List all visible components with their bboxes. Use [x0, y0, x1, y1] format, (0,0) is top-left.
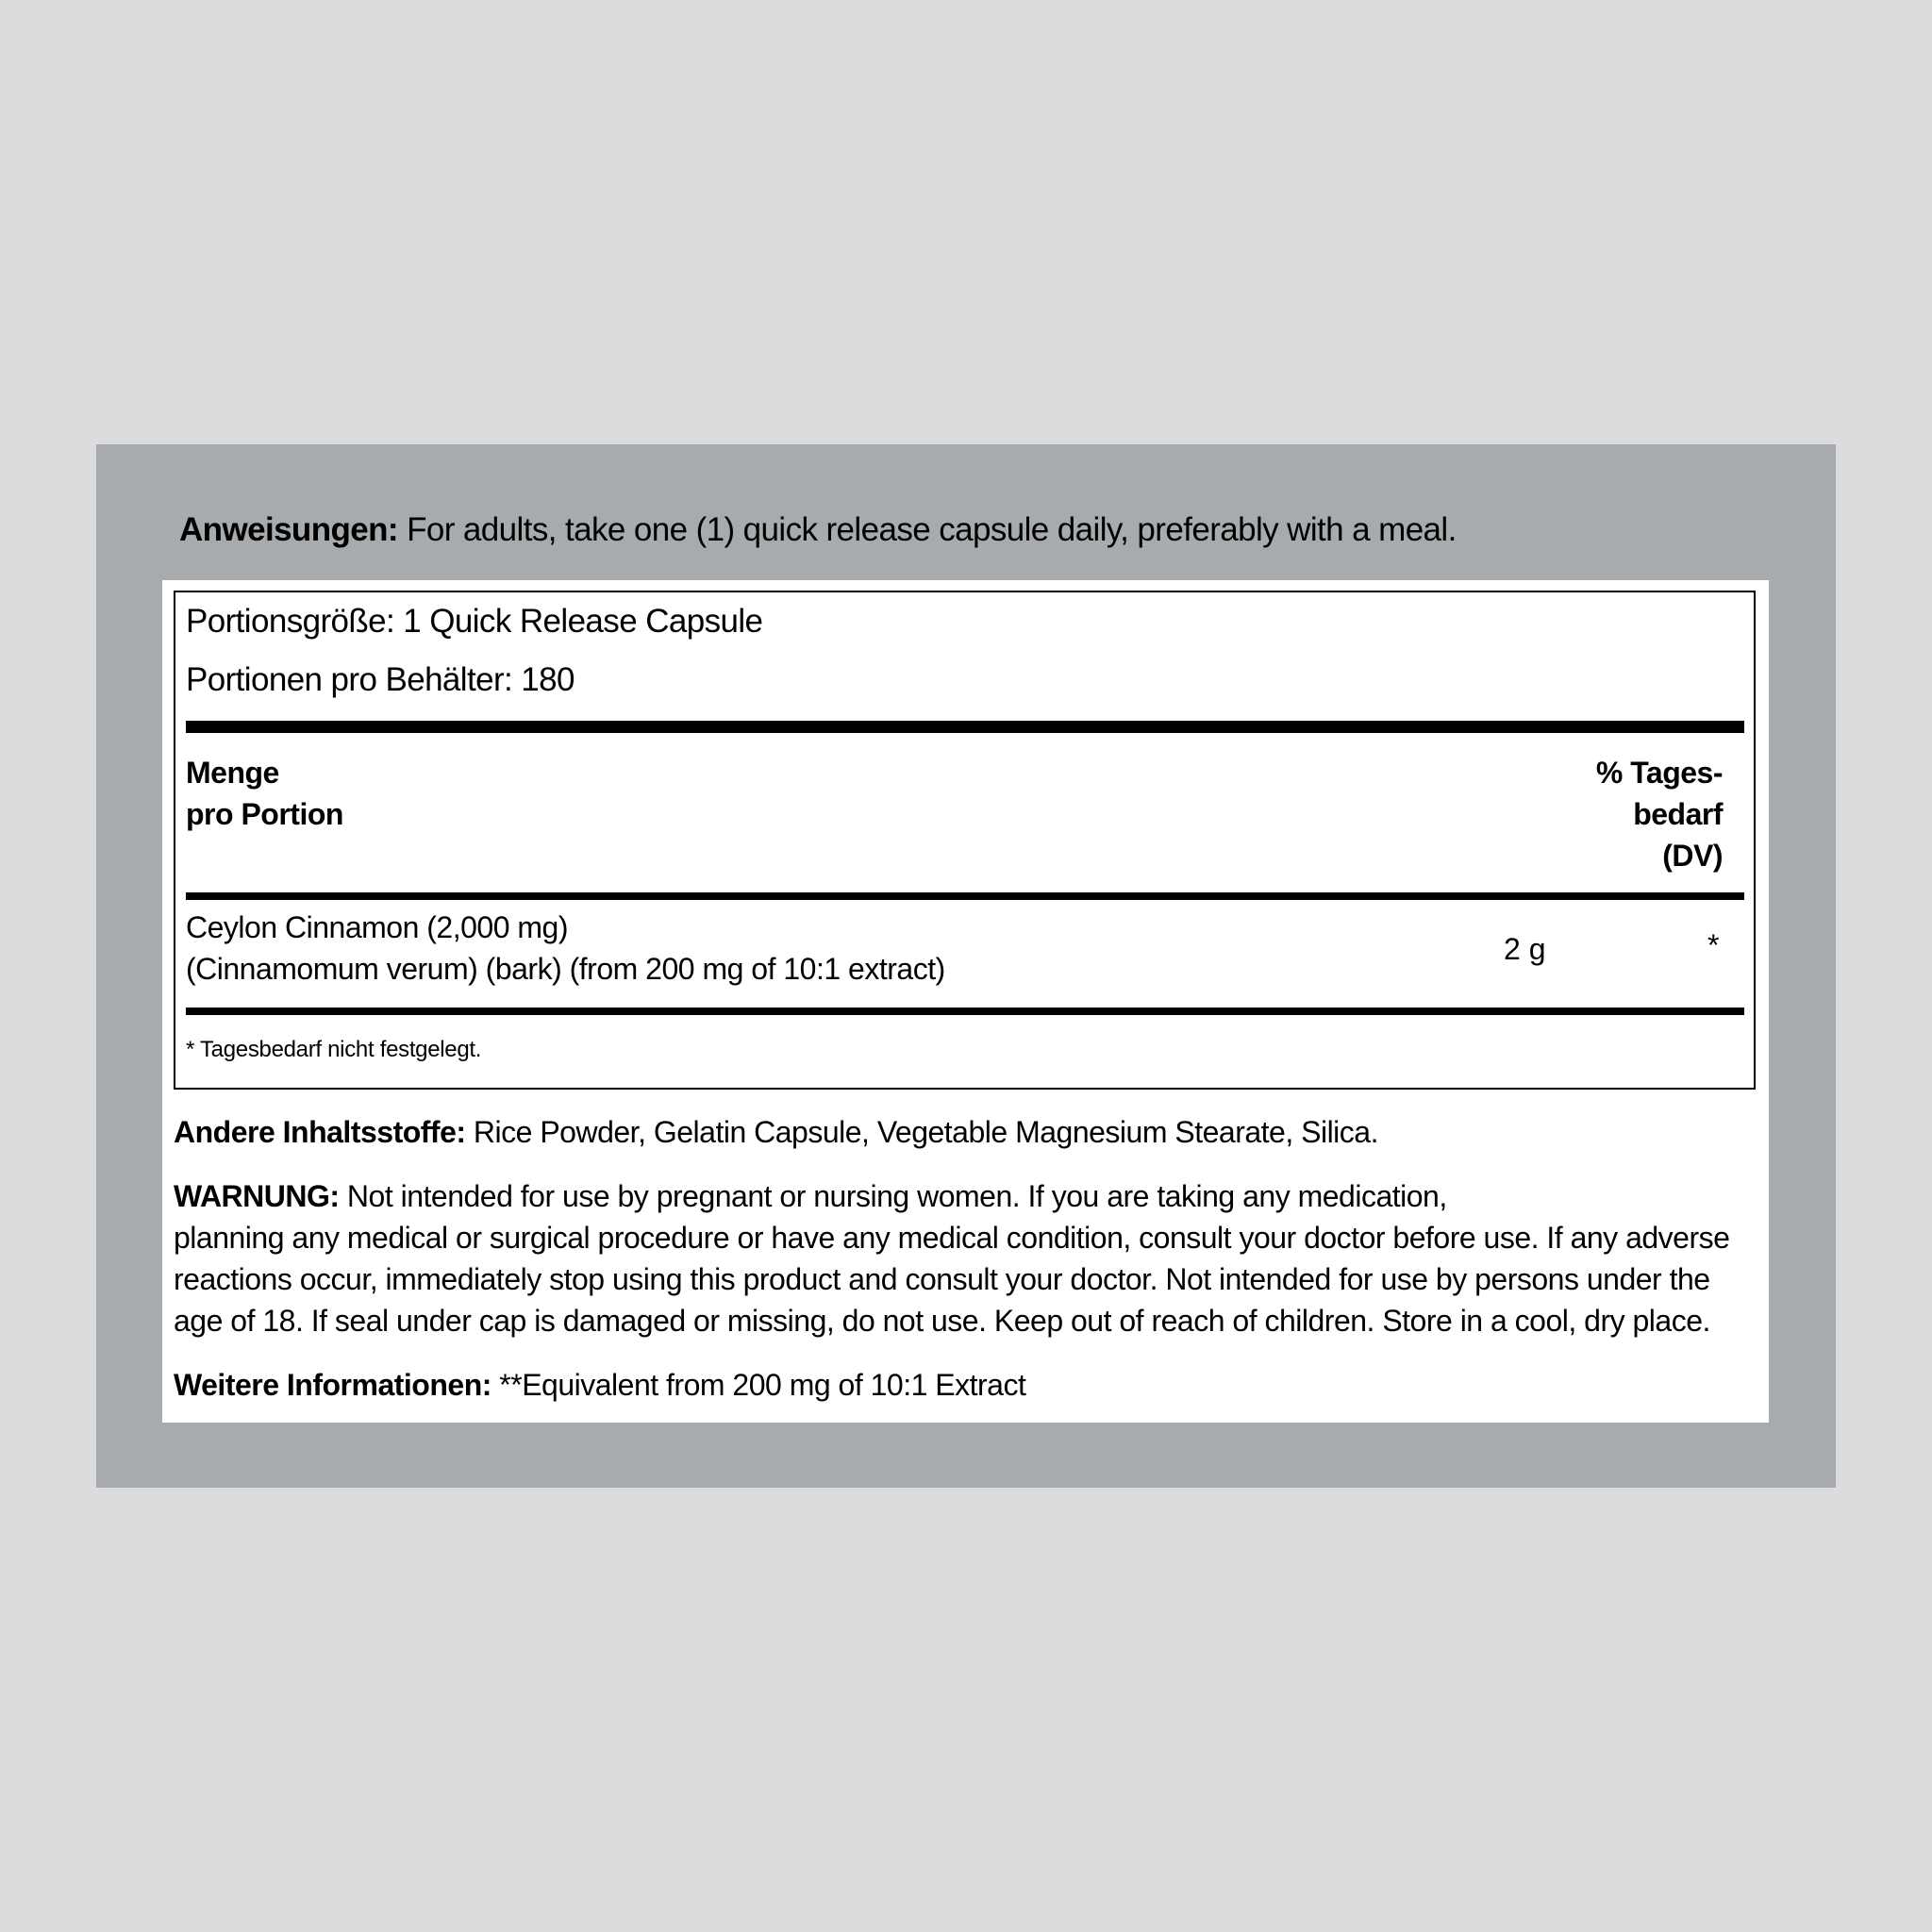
ingredient-amount: 2 g [1504, 932, 1546, 966]
servings-per-container: Portionen pro Behälter: 180 [186, 661, 575, 698]
dv-footnote: * Tagesbedarf nicht festgelegt. [186, 1037, 482, 1062]
other-ingredients-text: Rice Powder, Gelatin Capsule, Vegetable Magnesium Stearate, Silica. [465, 1115, 1378, 1149]
directions-label: Anweisungen: [179, 511, 398, 548]
directions-text [179, 508, 1457, 553]
more-info-label: Weitere Informationen: [174, 1368, 491, 1402]
header-dv-line1: % Tages- [1595, 756, 1723, 790]
header-dv-line3: (DV) [1662, 839, 1723, 873]
ingredient-dv: * [1707, 928, 1720, 962]
directions-body: For adults, take one (1) quick release capsule daily, preferably with a meal. [397, 511, 1457, 548]
ingredient-name-line2: (Cinnamomum verum) (bark) (from 200 mg of 10:1 extract) [186, 952, 945, 986]
warning-line4: age of 18. If seal under cap is damaged or missing, do not use. Keep out of reach of children. Store in a cool, dry place. [174, 1304, 1710, 1338]
thick-divider [186, 721, 1744, 733]
warning-label: WARNUNG: [174, 1179, 340, 1213]
medium-divider [186, 892, 1744, 900]
more-info-text: **Equivalent from 200 mg of 10:1 Extract [491, 1368, 1026, 1402]
warning-line1-text: Not intended for use by pregnant or nursing women. If you are taking any medication, [339, 1179, 1447, 1213]
header-amount-line2: pro Portion [186, 797, 343, 831]
serving-size: Portionsgröße: 1 Quick Release Capsule [186, 603, 763, 640]
warning-line1 [174, 1175, 1729, 1217]
warning [174, 1175, 1729, 1341]
ingredient-name [186, 907, 945, 990]
header-dv-line2: bedarf [1633, 797, 1723, 831]
bottom-divider [186, 1008, 1744, 1015]
other-ingredients [174, 1111, 1378, 1153]
more-info [174, 1364, 1025, 1406]
ingredient-name-line1: Ceylon Cinnamon (2,000 mg) [186, 910, 568, 944]
warning-line3: reactions occur, immediately stop using this product and consult your doctor. Not intended for use by persons under the [174, 1262, 1710, 1296]
header-amount-line1: Menge [186, 756, 279, 790]
warning-line2: planning any medical or surgical procedure or have any medical condition, consult your doctor before use. If any adverse [174, 1221, 1730, 1255]
other-ingredients-label: Andere Inhaltsstoffe: [174, 1115, 466, 1149]
